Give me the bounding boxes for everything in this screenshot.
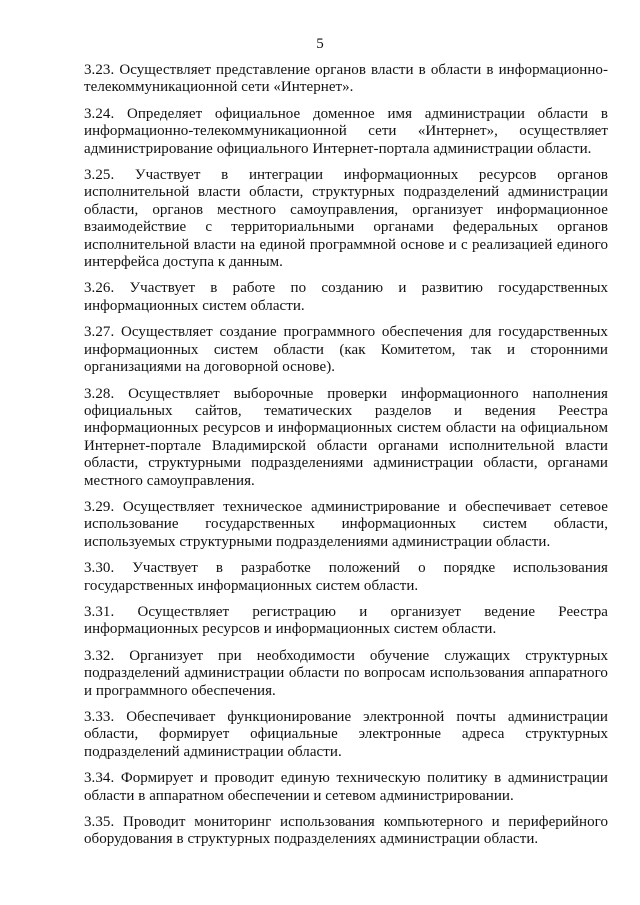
document-body: [84, 62, 608, 858]
paragraph-3-29: 3.29. Осуществляет техническое администрирование и обеспечивает сетевое использование государственных информационных систем области, используемых структурными подразделениями администрации области.: [84, 498, 608, 550]
paragraph-3-27: 3.27. Осуществляет создание программного обеспечения для государственных информационных систем области (как Комитетом, так и сторонними организациями на договорной основе).: [84, 324, 608, 376]
paragraph-3-26: 3.26. Участвует в работе по созданию и развитию государственных информационных систем области.: [84, 280, 608, 314]
paragraph-3-33: 3.33. Обеспечивает функционирование электронной почты администрации области, формирует официальные электронные адреса структурных подразделений администрации области.: [84, 709, 608, 760]
paragraph-3-30: 3.30. Участвует в разработке положений о порядке использования государственных информационных систем области.: [84, 560, 608, 594]
paragraph-3-35: 3.35. Проводит мониторинг использования компьютерного и периферийного оборудования в структурных подразделениях администрации области.: [84, 814, 608, 848]
paragraph-3-32: 3.32. Организует при необходимости обучение служащих структурных подразделений администрации области по вопросам использования аппаратного и программного обеспечения.: [84, 647, 608, 699]
paragraph-3-24: 3.24. Определяет официальное доменное имя администрации области в информационно-телекоммуникационной сети «Интернет», осуществляет администрирование официального Интернет-портала администрации области.: [84, 105, 608, 157]
paragraph-3-31: 3.31. Осуществляет регистрацию и организует ведение Реестра информационных ресурсов и информационных систем области.: [84, 603, 608, 638]
page-number: 5: [316, 36, 324, 52]
paragraph-3-34: 3.34. Формирует и проводит единую техническую политику в администрации области в аппаратном обеспечении и сетевом администрировании.: [84, 770, 608, 804]
paragraph-3-23: 3.23. Осуществляет представление органов власти в области в информационно-телекоммуникационной сети «Интернет».: [84, 62, 608, 96]
paragraph-3-28: 3.28. Осуществляет выборочные проверки информационного наполнения официальных сайтов, тематических разделов и ведения Реестра информационных ресурсов и информационных систем области на официальном Интернет-портале Владимирской области органами исполнительной власти области, структурными подразделениями администрации области, органами местного самоуправления.: [84, 385, 608, 489]
paragraph-3-25: 3.25. Участвует в интеграции информационных ресурсов органов исполнительной власти области, структурных подразделений администрации области, органов местного самоуправления, организует информационное взаимодействие с территориальными органами федеральных органов исполнительной власти на единой программной основе и с реализацией единого интерфейса доступа к данным.: [84, 167, 608, 271]
